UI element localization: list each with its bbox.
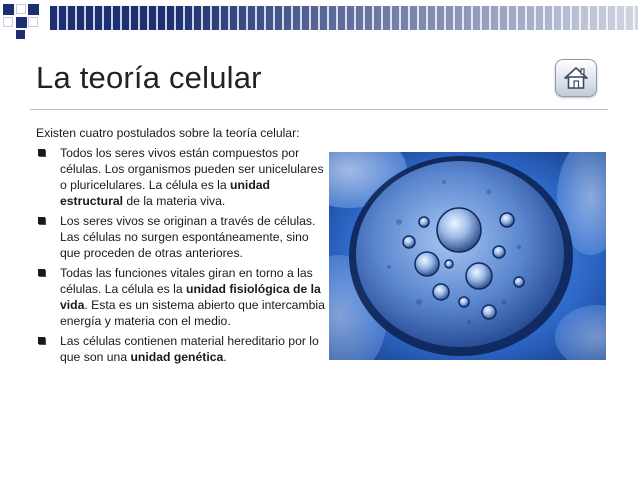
slide-title: La teoría celular [36,60,262,95]
decor-square [16,4,26,14]
home-button[interactable] [555,59,597,97]
list-item: Todos los seres vivos están compuestos por células. Los organismos pueden ser unicelulares o pluricelulares. La célula es la unidad estructural de la materia viva. [36,145,326,209]
list-item: Todas las funciones vitales giran en torno a las células. La célula es la unidad fisiológica de la vida. Esta es un sistema abierto que intercambia energía y materia con el medio. [36,265,326,329]
home-icon [562,65,590,91]
slide-body [36,125,326,369]
decor-square [3,17,13,27]
header-decoration [0,0,638,40]
title-divider [30,109,608,110]
list-item: Los seres vivos se originan a través de células. Las células no surgen espontáneamente, sino que proceden de otras anteriores. [36,213,326,261]
cell-micrograph-image [329,152,606,360]
square-bullet-icon [38,217,45,224]
square-bullet-icon [38,337,45,344]
decor-square [3,4,14,15]
square-bullet-icon [38,269,45,276]
decor-square [28,4,39,15]
decor-square [16,17,27,28]
square-bullet-icon [38,149,45,156]
decor-square [16,30,25,39]
decor-square [28,17,38,27]
intro-text: Existen cuatro postulados sobre la teoría celular: [36,126,300,140]
postulates-list [36,145,326,365]
list-item: Las células contienen material hereditario por lo que son una unidad genética. [36,333,326,365]
header-stripes [50,6,638,30]
